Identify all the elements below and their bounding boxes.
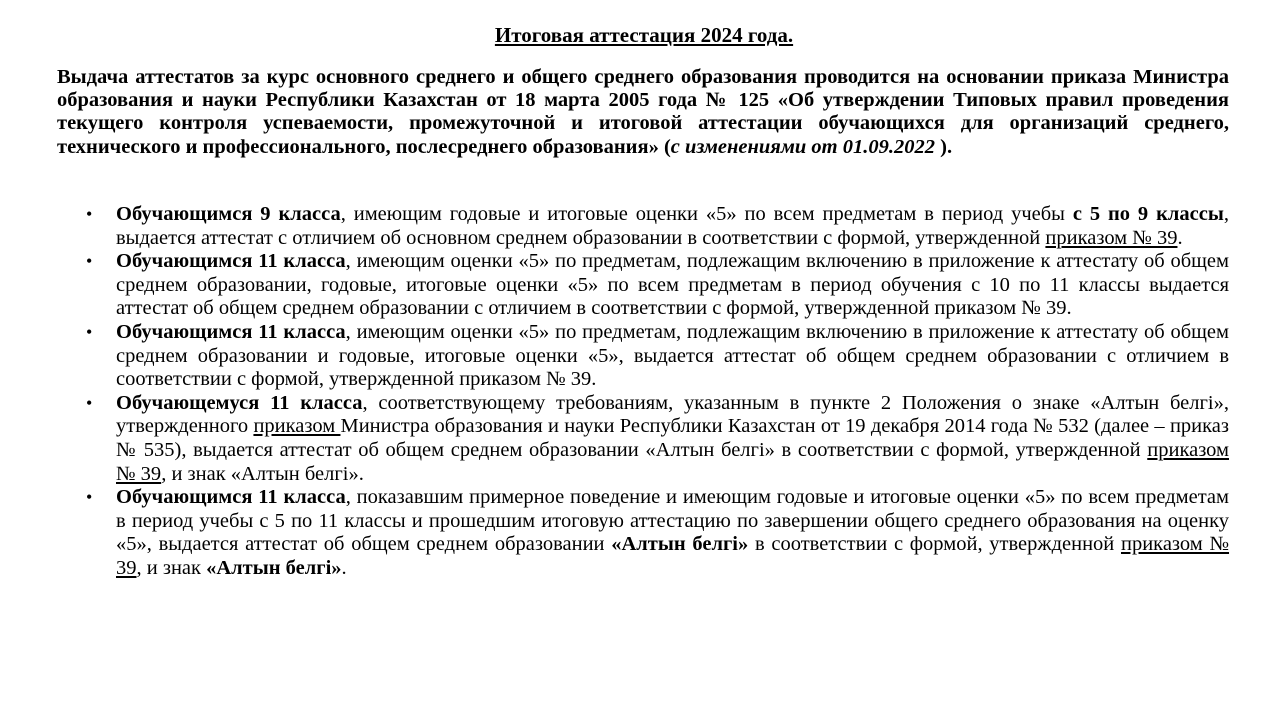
item-bold: Обучающимся 9 класса (116, 203, 341, 225)
list-item-text (116, 203, 1229, 250)
bullet-icon: • (86, 321, 93, 342)
intro-paragraph (57, 66, 1229, 159)
item-text: , имеющим оценки «5» по предметам, подлежащим включению в приложение к аттестату об общем среднем образовании и годовые, итоговые оценки «5», выдается аттестат об общем среднем образовании с отличием в соответствии с формой, утвержденной приказом № 39. (116, 320, 1229, 391)
list-item (0, 203, 1280, 250)
rules-list (0, 203, 1280, 581)
bullet-icon: • (86, 251, 93, 272)
intro-text: Выдача аттестатов за курс основного среднего и общего среднего образования проводится на основании приказа Министра образования и науки Республики Казахстан от 18 марта 2005 года № 125 «Об утверждении Типовых правил проведения текущего контроля успеваемости, промежуточной и итоговой аттестации обучающихся для организаций среднего, технического и профессионального, послесреднего образования» ( (57, 66, 1229, 158)
item-bold: «Алтын белгі» (611, 533, 749, 556)
item-text: , имеющим оценки «5» по предметам, подлежащим включению в приложение к аттестату об общем среднем образовании, годовые, итоговые оценки «5» по всем предметам в период обучения с 10 по 11 классы выдается аттестат об общем среднем образовании с отличием в соответствии с формой, утвержденной приказом № 39. (116, 250, 1229, 320)
list-item (0, 392, 1280, 486)
bullet-icon: • (86, 392, 93, 413)
item-text: . (341, 556, 347, 579)
item-text: , соответствующему требованиям, указанным в пункте 2 Положения о знаке «Алтын белгі», утвержденного (116, 391, 1229, 438)
item-bold: Обучающимся 11 класса (116, 320, 346, 343)
bullet-icon: • (86, 487, 93, 508)
item-text: , выдается аттестат с отличием об основном среднем образовании в соответствии с формой, утвержденной (116, 203, 1229, 249)
order-39-link[interactable]: приказом № 39 (116, 533, 1230, 579)
item-text: , имеющим годовые и итоговые оценки «5» по всем предметам в период учебы (340, 203, 1073, 225)
list-item (0, 321, 1280, 392)
item-text: в соответствии с формой, утвержденной (748, 533, 1121, 556)
list-item-text (116, 321, 1229, 392)
item-text: , и знак «Алтын белгі». (161, 462, 364, 485)
order-link[interactable]: приказом (253, 415, 341, 438)
order-39-link[interactable]: приказом № 39 (1045, 226, 1178, 249)
list-item-text (116, 486, 1229, 580)
item-text: . (1177, 226, 1183, 249)
order-39-link[interactable]: приказом № 39 (116, 438, 1229, 485)
item-bold: «Алтын белгі» (206, 556, 342, 579)
intro-end: ). (935, 135, 953, 158)
intro-italic: с изменениями от 01.09.2022 (670, 135, 935, 158)
item-text: , показавшим примерное поведение и имеющим годовые и итоговые оценки «5» по всем предметам в период учебы с 5 по 11 классы и прошедшим итоговую аттестацию по завершении общего среднего образования на оценку «5», выдается аттестат об общем среднем образовании (116, 486, 1229, 556)
item-bold: Обучающемуся 11 класса (116, 391, 363, 414)
list-item-text (116, 250, 1229, 321)
item-bold: Обучающимся 11 класса (116, 486, 346, 509)
list-item (0, 486, 1280, 580)
item-bold: Обучающимся 11 класса (116, 250, 346, 273)
page-title: Итоговая аттестация 2024 года. (494, 23, 794, 47)
item-bold: с 5 по 9 классы (1072, 203, 1224, 225)
list-item (0, 250, 1280, 321)
item-text: Министра образования и науки Республики Казахстан от 19 декабря 2014 года № 532 (далее – приказ № 535), выдается аттестат об общем среднем образовании «Алтын белгі» в соответствии с формой, утвержденной (116, 415, 1229, 461)
list-item-text (116, 392, 1229, 486)
item-text: , и знак (136, 556, 207, 579)
bullet-icon: • (86, 204, 93, 224)
